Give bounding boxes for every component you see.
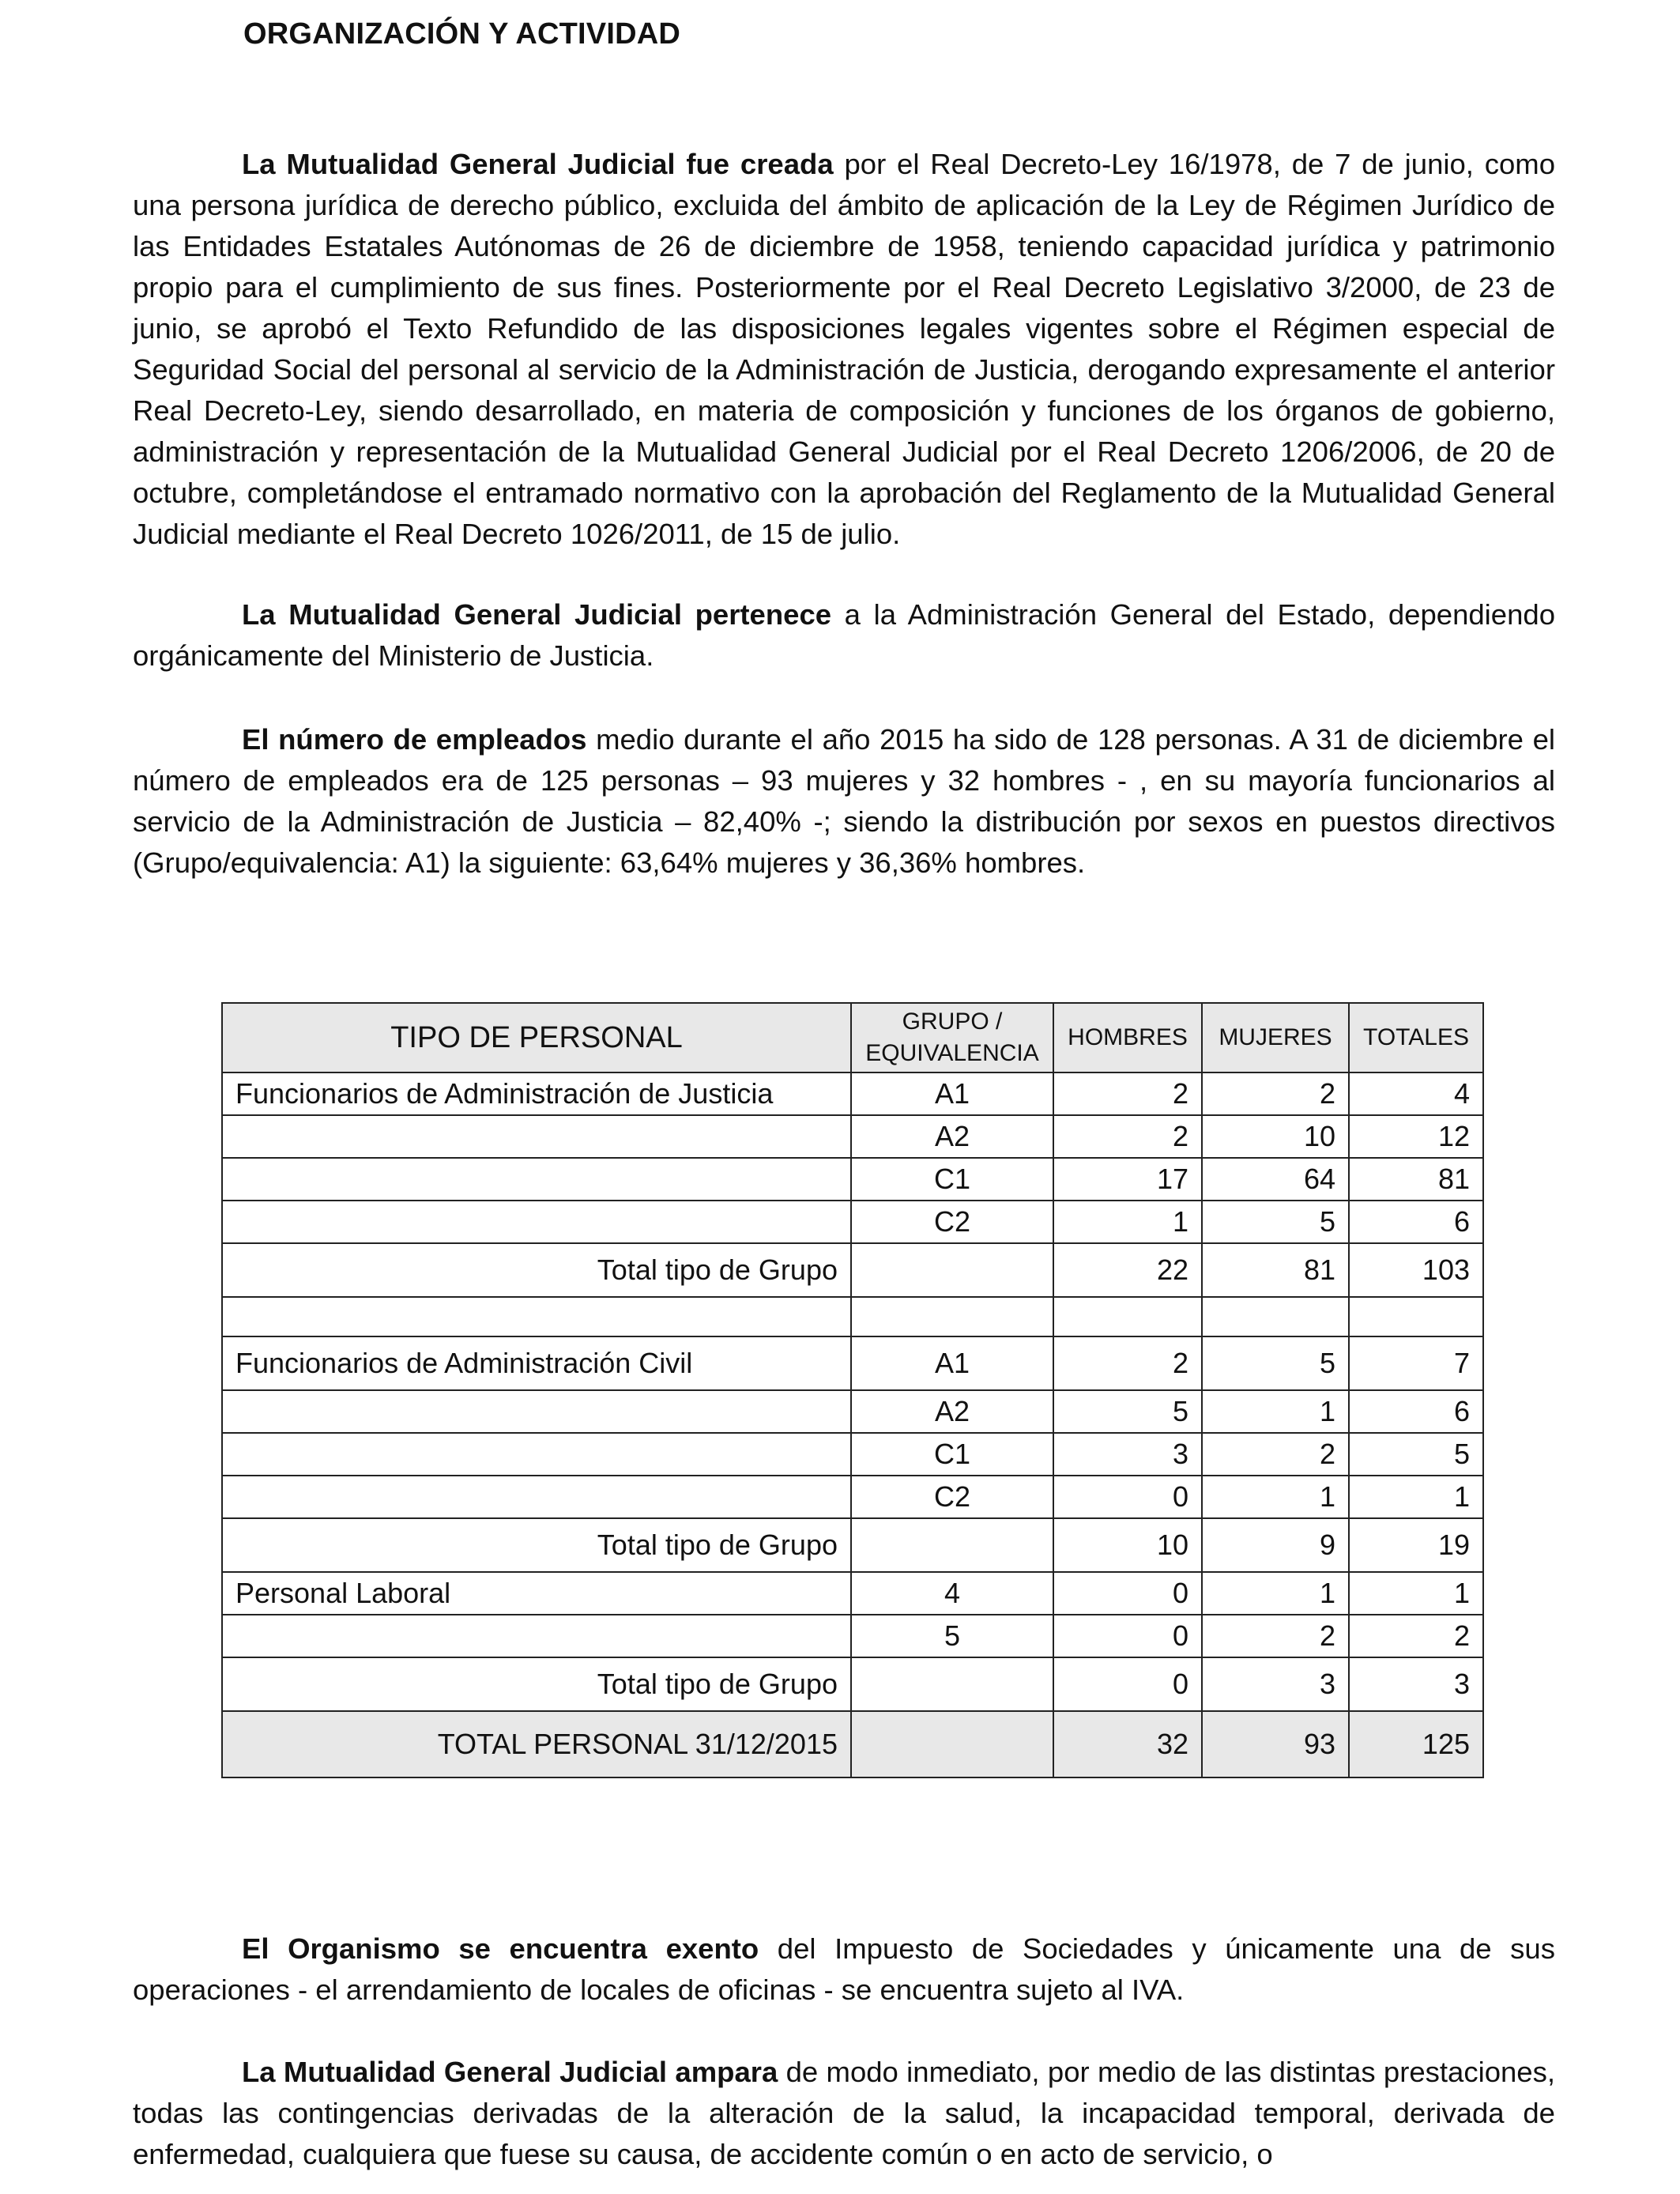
cell-tipo xyxy=(222,1615,851,1657)
cell-tipo xyxy=(222,1476,851,1518)
cell-mujeres: 93 xyxy=(1202,1711,1349,1777)
cell-mujeres: 5 xyxy=(1202,1336,1349,1390)
table-row xyxy=(222,1390,1483,1433)
cell-hombres: 17 xyxy=(1053,1158,1202,1201)
cell-grupo: A1 xyxy=(851,1072,1053,1115)
cell-hombres: 0 xyxy=(1053,1657,1202,1711)
cell-tipo: TOTAL PERSONAL 31/12/2015 xyxy=(222,1711,851,1777)
cell-hombres: 3 xyxy=(1053,1433,1202,1476)
cell-mujeres: 1 xyxy=(1202,1476,1349,1518)
cell-tipo xyxy=(222,1115,851,1158)
cell-hombres: 0 xyxy=(1053,1476,1202,1518)
table-row xyxy=(222,1158,1483,1201)
paragraph-lead: La Mutualidad General Judicial ampara xyxy=(242,2056,778,2088)
cell-tipo: Funcionarios de Administración de Justicia xyxy=(222,1072,851,1115)
cell-hombres: 0 xyxy=(1053,1572,1202,1615)
subtotal-row xyxy=(222,1243,1483,1297)
cell-tipo xyxy=(222,1433,851,1476)
cell-tipo: Total tipo de Grupo xyxy=(222,1243,851,1297)
header-mujeres: MUJERES xyxy=(1202,1003,1349,1072)
paragraph-creation xyxy=(133,144,1555,555)
paragraph-lead: La Mutualidad General Judicial fue creada xyxy=(242,148,834,180)
header-tipo: TIPO DE PERSONAL xyxy=(222,1003,851,1072)
cell-mujeres: 5 xyxy=(1202,1201,1349,1243)
cell-totales: 1 xyxy=(1349,1572,1483,1615)
cell-hombres xyxy=(1053,1297,1202,1336)
cell-grupo: C2 xyxy=(851,1476,1053,1518)
cell-totales: 2 xyxy=(1349,1615,1483,1657)
cell-mujeres: 3 xyxy=(1202,1657,1349,1711)
cell-hombres: 32 xyxy=(1053,1711,1202,1777)
cell-grupo: A2 xyxy=(851,1390,1053,1433)
cell-totales xyxy=(1349,1297,1483,1336)
cell-hombres: 10 xyxy=(1053,1518,1202,1572)
cell-mujeres: 2 xyxy=(1202,1615,1349,1657)
table-header-row xyxy=(222,1003,1483,1072)
table-row xyxy=(222,1433,1483,1476)
table-row xyxy=(222,1336,1483,1390)
cell-grupo: C1 xyxy=(851,1433,1053,1476)
cell-grupo: 4 xyxy=(851,1572,1053,1615)
cell-grupo xyxy=(851,1243,1053,1297)
table-row xyxy=(222,1615,1483,1657)
cell-mujeres: 64 xyxy=(1202,1158,1349,1201)
cell-totales: 5 xyxy=(1349,1433,1483,1476)
subtotal-row xyxy=(222,1657,1483,1711)
cell-mujeres: 2 xyxy=(1202,1072,1349,1115)
cell-tipo xyxy=(222,1297,851,1336)
cell-grupo: A2 xyxy=(851,1115,1053,1158)
paragraph-body: a la Administración General del Estado, dependiendo orgánicamente del Ministerio de Justicia. xyxy=(133,598,1555,672)
paragraph-employees xyxy=(133,719,1555,884)
cell-grupo: C2 xyxy=(851,1201,1053,1243)
cell-mujeres: 10 xyxy=(1202,1115,1349,1158)
cell-hombres: 0 xyxy=(1053,1615,1202,1657)
cell-tipo: Personal Laboral xyxy=(222,1572,851,1615)
paragraph-body: por el Real Decreto-Ley 16/1978, de 7 de junio, como una persona jurídica de derecho público, excluida del ámbito de aplicación de la Ley de Régimen Jurídico de las Entidades Estatales Autónomas de 26 de diciembre de 1958, teniendo capacidad jurídica y patrimonio propio para el cumplimiento de sus fines. Posteriormente por el Real Decreto Legislativo 3/2000, de 23 de junio, se aprobó el Texto Refundido de las disposiciones legales vigentes sobre el Régimen especial de Seguridad Social del personal al servicio de la Administración de Justicia, derogando expresamente el anterior Real Decreto-Ley, siendo desarrollado, en materia de composición y funciones de los órganos de gobierno, administración y representación de la Mutualidad General Judicial por el Real Decreto 1206/2006, de 20 de octubre, completándose el entramado normativo con la aprobación del Reglamento de la Mutualidad General Judicial mediante el Real Decreto 1026/2011, de 15 de julio. xyxy=(133,148,1555,550)
cell-mujeres xyxy=(1202,1297,1349,1336)
cell-grupo: C1 xyxy=(851,1158,1053,1201)
cell-mujeres: 9 xyxy=(1202,1518,1349,1572)
paragraph-coverage xyxy=(133,2052,1555,2175)
cell-totales: 81 xyxy=(1349,1158,1483,1201)
cell-totales: 3 xyxy=(1349,1657,1483,1711)
cell-grupo xyxy=(851,1711,1053,1777)
cell-mujeres: 81 xyxy=(1202,1243,1349,1297)
cell-hombres: 5 xyxy=(1053,1390,1202,1433)
header-grupo: GRUPO / EQUIVALENCIA xyxy=(851,1003,1053,1072)
cell-hombres: 2 xyxy=(1053,1336,1202,1390)
cell-tipo xyxy=(222,1201,851,1243)
cell-hombres: 1 xyxy=(1053,1201,1202,1243)
header-hombres: HOMBRES xyxy=(1053,1003,1202,1072)
paragraph-body: medio durante el año 2015 ha sido de 128 personas. A 31 de diciembre el número de empleados era de 125 personas – 93 mujeres y 32 hombres - , en su mayoría funcionarios al servicio de la Administración de Justicia – 82,40% -; siendo la distribución por sexos en puestos directivos (Grupo/equivalencia: A1) la siguiente: 63,64% mujeres y 36,36% hombres. xyxy=(133,723,1556,879)
table-row xyxy=(222,1201,1483,1243)
cell-grupo xyxy=(851,1518,1053,1572)
spacer-row xyxy=(222,1297,1483,1336)
cell-totales: 125 xyxy=(1349,1711,1483,1777)
cell-grupo xyxy=(851,1657,1053,1711)
table-row xyxy=(222,1115,1483,1158)
subtotal-row xyxy=(222,1518,1483,1572)
cell-totales: 12 xyxy=(1349,1115,1483,1158)
cell-totales: 6 xyxy=(1349,1390,1483,1433)
cell-hombres: 2 xyxy=(1053,1115,1202,1158)
table-row xyxy=(222,1072,1483,1115)
cell-tipo: Total tipo de Grupo xyxy=(222,1657,851,1711)
cell-tipo xyxy=(222,1158,851,1201)
page-title: ORGANIZACIÓN Y ACTIVIDAD xyxy=(243,17,681,51)
cell-grupo: A1 xyxy=(851,1336,1053,1390)
cell-grupo xyxy=(851,1297,1053,1336)
cell-mujeres: 2 xyxy=(1202,1433,1349,1476)
cell-totales: 4 xyxy=(1349,1072,1483,1115)
grand-total-row xyxy=(222,1711,1483,1777)
cell-mujeres: 1 xyxy=(1202,1572,1349,1615)
cell-totales: 19 xyxy=(1349,1518,1483,1572)
header-totales: TOTALES xyxy=(1349,1003,1483,1072)
cell-totales: 6 xyxy=(1349,1201,1483,1243)
cell-totales: 7 xyxy=(1349,1336,1483,1390)
cell-tipo: Total tipo de Grupo xyxy=(222,1518,851,1572)
paragraph-tax xyxy=(133,1928,1555,2011)
staff-table xyxy=(221,1002,1484,1778)
paragraph-body: del Impuesto de Sociedades y únicamente una de sus operaciones - el arrendamiento de locales de oficinas - se encuentra sujeto al IVA. xyxy=(133,1932,1555,2006)
cell-grupo: 5 xyxy=(851,1615,1053,1657)
cell-hombres: 22 xyxy=(1053,1243,1202,1297)
cell-mujeres: 1 xyxy=(1202,1390,1349,1433)
paragraph-lead: El número de empleados xyxy=(242,723,587,756)
table-row xyxy=(222,1572,1483,1615)
cell-hombres: 2 xyxy=(1053,1072,1202,1115)
cell-tipo xyxy=(222,1390,851,1433)
cell-totales: 1 xyxy=(1349,1476,1483,1518)
table-row xyxy=(222,1476,1483,1518)
cell-tipo: Funcionarios de Administración Civil xyxy=(222,1336,851,1390)
paragraph-lead: La Mutualidad General Judicial pertenece xyxy=(242,598,832,631)
paragraph-body: de modo inmediato, por medio de las distintas prestaciones, todas las contingencias derivadas de la alteración de la salud, la incapacidad temporal, derivada de enfermedad, cualquiera que fuese su causa, de accidente común o en acto de servicio, o xyxy=(133,2056,1555,2170)
cell-totales: 103 xyxy=(1349,1243,1483,1297)
paragraph-lead: El Organismo se encuentra exento xyxy=(242,1932,759,1965)
paragraph-dependency xyxy=(133,594,1555,677)
